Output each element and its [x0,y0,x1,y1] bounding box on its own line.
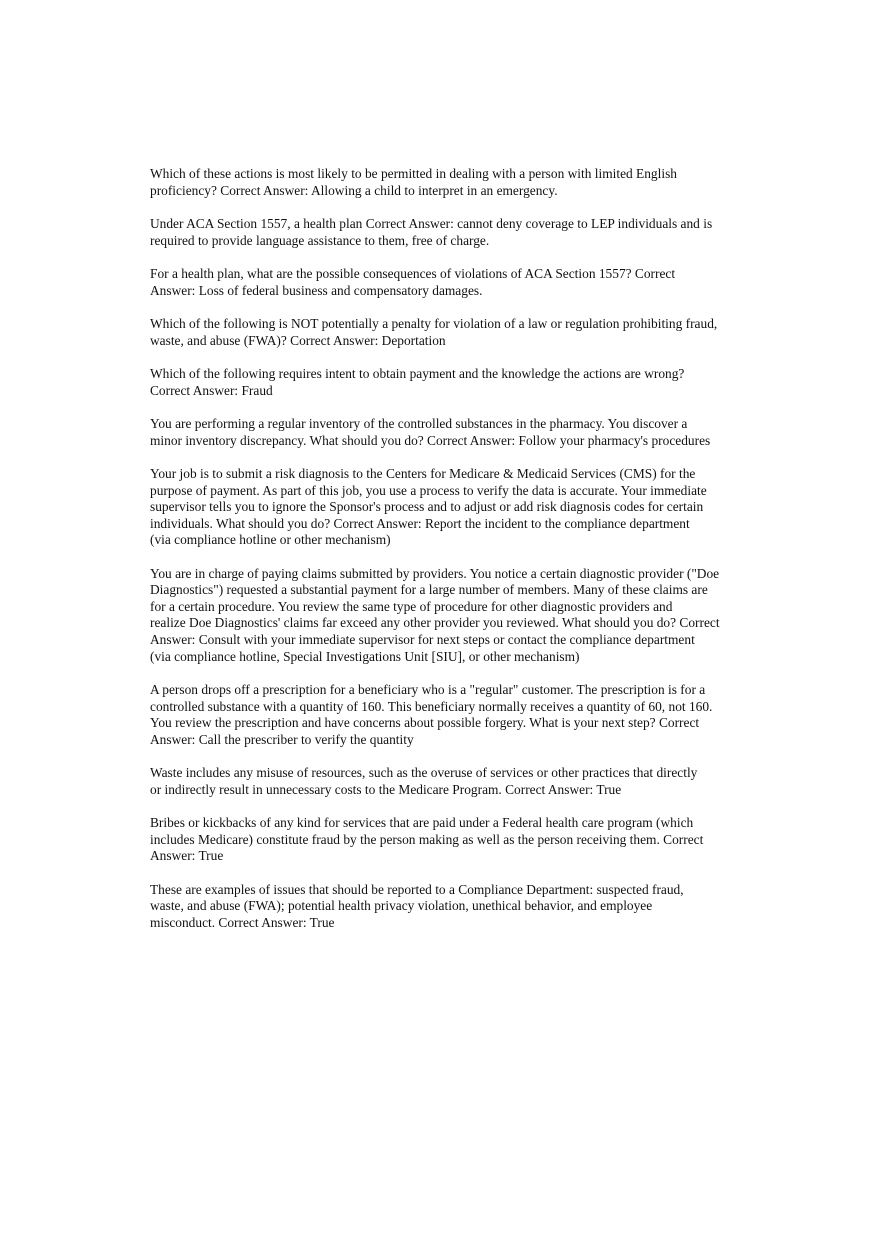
qa-item-10: Waste includes any misuse of resources, such as the overuse of services or other practices that directly or indirectly result in unnecessary costs to the Medicare Program. Correct Answer: True [150,765,698,797]
qa-item-12: These are examples of issues that should be reported to a Compliance Department: suspected fraud, waste, and abuse (FWA); potential health privacy violation, unethical behavior, and employee misconduct. Correct Answer: True [150,881,684,930]
qa-item-6: You are performing a regular inventory of the controlled substances in the pharmacy. You discover a minor inventory discrepancy. What should you do? Correct Answer: Follow your pharmacy's procedures [150,415,711,448]
qa-item-7: Your job is to submit a risk diagnosis to the Centers for Medicare & Medicaid Services (CMS) for the purpose of payment. As part of this job, you use a process to verify the data is accurate. Your immediate supervisor tells you to ignore the Sponsor's process and to adjust or add risk diagnosis codes for certain individuals. What should you do? Correct Answer: Report the incident to the compliance department (via compliance hotline or other mechanism) [150,465,707,548]
qa-item-5: Which of the following requires intent to obtain payment and the knowledge the actions are wrong? Correct Answer: Fraud [150,365,685,398]
qa-item-9: A person drops off a prescription for a beneficiary who is a "regular" customer. The prescription is for a controlled substance with a quantity of 160. This beneficiary normally receives a quantity of 60, not 160. You review the prescription and have concerns about possible forgery. What is your next step? Correct Answer: Call the prescriber to verify the quantity [150,682,713,747]
qa-item-3: For a health plan, what are the possible consequences of violations of ACA Section 1557? Correct Answer: Loss of federal business and compensatory damages. [150,265,676,298]
qa-item-4: Which of the following is NOT potentially a penalty for violation of a law or regulation prohibiting fraud, waste, and abuse (FWA)? Correct Answer: Deportation [150,315,718,348]
qa-item-8: You are in charge of paying claims submitted by providers. You notice a certain diagnostic provider ("Doe Diagnostics") requested a substantial payment for a large number of members. Many of these claims are for a certain procedure. You review the same type of procedure for other diagnostic providers and realize Doe Diagnostics' claims far exceed any other provider you reviewed. What should you do? Correct Answer: Consult with your immediate supervisor for next steps or contact the compliance department (via compliance hotline, Special Investigations Unit [SIU], or other mechanism) [150,565,720,664]
qa-item-11: Bribes or kickbacks of any kind for services that are paid under a Federal health care program (which includes Medicare) constitute fraud by the person making as well as the person receiving them. Correct Answer: True [150,815,704,864]
document-page [150,166,740,948]
qa-item-2: Under ACA Section 1557, a health plan Correct Answer: cannot deny coverage to LEP individuals and is required to provide language assistance to them, free of charge. [150,215,713,248]
qa-item-1: Which of these actions is most likely to be permitted in dealing with a person with limited English proficiency? Correct Answer: Allowing a child to interpret in an emergency. [150,166,677,198]
